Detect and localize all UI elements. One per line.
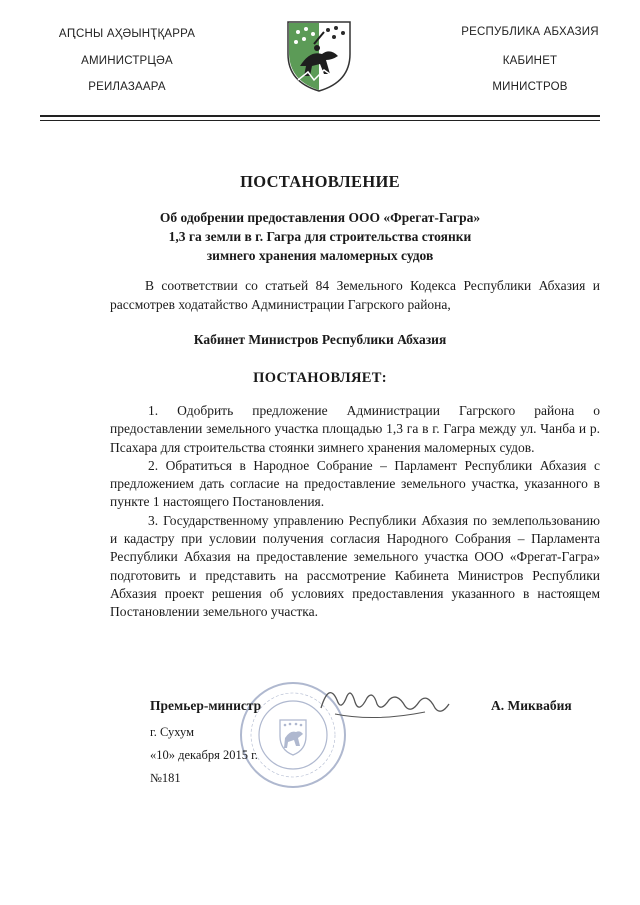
decree-heading: ПОСТАНОВЛЯЕТ:	[253, 370, 387, 386]
header-divider-thin	[40, 120, 600, 121]
issue-city: г. Сухум	[150, 725, 195, 739]
issue-date: «10» декабря 2015 г.	[150, 748, 258, 762]
state-emblem-icon	[284, 18, 354, 94]
header-left-line-2: АМИНИСТРЦӘА	[81, 55, 173, 67]
decree-items	[110, 402, 600, 622]
header-left-line-3: РЕИЛАЗААРА	[88, 81, 166, 93]
header-right-line-3: МИНИСТРОВ	[492, 81, 568, 93]
subject-line-1: Об одобрении предоставления ООО «Фрегат-Гагра»	[159, 210, 481, 225]
document-subject	[0, 208, 640, 265]
header-left-line-1: АԤСНЫ АҲӘЫНҬҚАРРА	[58, 28, 196, 40]
signatory-position: Премьер-министр	[150, 698, 262, 713]
issuing-body: Кабинет Министров Республики Абхазия	[193, 332, 447, 347]
decree-item-2: 2. Обратиться в Народное Собрание – Парламент Республики Абхазия с предложением дать согласие на предоставление земельного участка, указанного в пункте 1 настоящего Постановления.	[110, 457, 600, 510]
document-title: ПОСТАНОВЛЕНИЕ	[240, 172, 400, 191]
signatory-name: А. Миквабия	[491, 698, 572, 713]
document-number: №181	[150, 771, 181, 785]
header-right-line-2: КАБИНЕТ	[502, 55, 558, 67]
header-right-line-1: РЕСПУБЛИКА АБХАЗИЯ	[461, 26, 599, 38]
subject-line-3: зимнего хранения маломерных судов	[206, 248, 434, 263]
decree-item-1: 1. Одобрить предложение Администрации Гагрского района о предоставлении земельного участка площадью 1,3 га в г. Гагра между ул. Чанба и р. Псахара для строительства стоянки зимнего хранения маломерных судов.	[110, 403, 600, 455]
preamble-paragraph: В соответствии со статьей 84 Земельного Кодекса Республики Абхазия и рассмотрев ходатайство Администрации Гагрского района,	[110, 278, 600, 312]
header-divider-thick	[40, 115, 600, 117]
handwritten-signature-icon	[315, 678, 455, 728]
decree-item-3: 3. Государственному управлению Республики Абхазия по землепользованию и кадастру при условии получения согласия Народного Собрания – Парламента Республики Абхазия на предоставление земельного участка ООО «Фрегат-Гагра» подготовить и представить на рассмотрение Кабинета Министров Республики Абхазия проект решения об условиях предоставления указанного в настоящем Постановлении земельного участка.	[110, 512, 600, 620]
subject-line-2: 1,3 га земли в г. Гагра для строительства стоянки	[168, 229, 472, 244]
